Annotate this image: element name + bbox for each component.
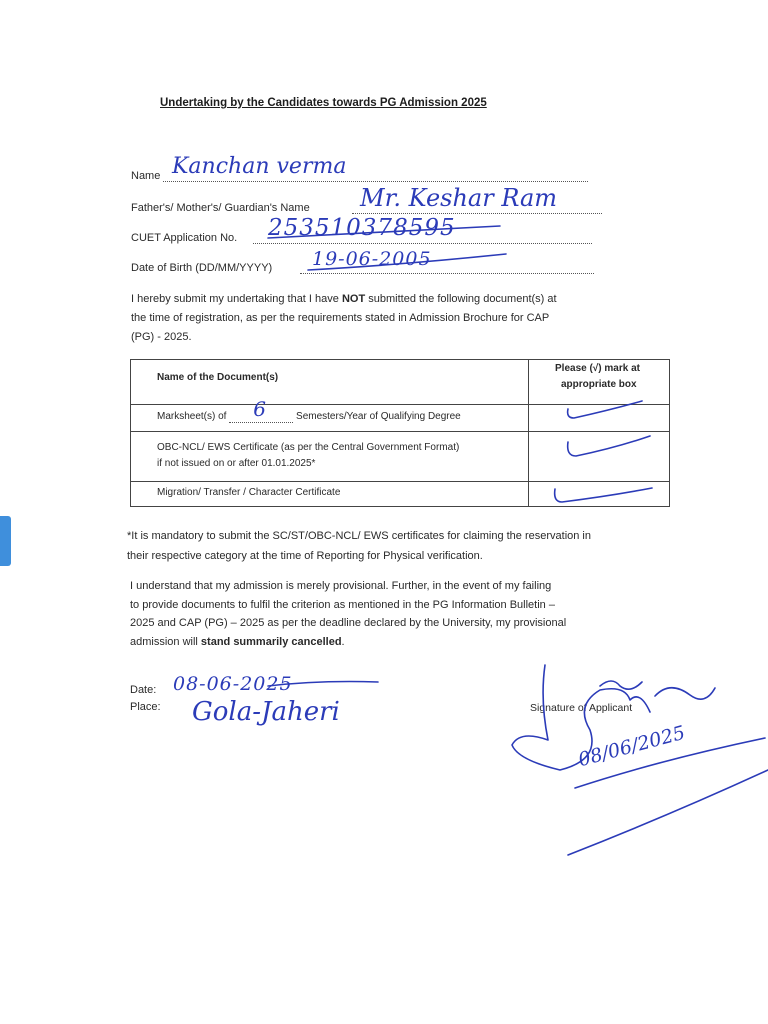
- guardian-dotted-line: [352, 213, 602, 214]
- note-line-2: their respective category at the time of Reporting for Physical verification.: [127, 550, 483, 562]
- understand-line-4: admission will stand summarily cancelled.: [130, 635, 345, 648]
- table-row-2-line-2: if not issued on or after 01.01.2025*: [157, 458, 316, 469]
- understand-line-3: 2025 and CAP (PG) – 2025 as per the deadline declared by the University, my provisional: [130, 617, 567, 629]
- semesters-count-value: 6: [253, 397, 266, 421]
- understand-line-1: I understand that my admission is merely provisional. Further, in the event of my failing: [130, 580, 552, 592]
- dob-dotted-line: [300, 273, 594, 274]
- intro-line-2: the time of registration, as per the requirements stated in Admission Brochure for CAP: [131, 312, 550, 324]
- mandatory-note: [127, 526, 591, 566]
- cuet-application-number: 253510378595: [268, 215, 456, 241]
- signature-underline-2: [568, 770, 768, 855]
- intro-line-1: I hereby submit my undertaking that I have NOT submitted the following document(s) at: [131, 293, 557, 305]
- signature-label: Signature of Applicant: [530, 702, 633, 714]
- table-row: [157, 397, 461, 423]
- signature-stroke-2: [600, 681, 642, 689]
- place-label: Place:: [130, 701, 161, 713]
- understand-line-2: to provide documents to fulfil the criterion as mentioned in the PG Information Bulletin –: [130, 598, 555, 611]
- row-1-suffix: Semesters/Year of Qualifying Degree: [296, 411, 461, 422]
- intro-line-3: (PG) - 2025.: [131, 331, 192, 343]
- side-tab-marker: [0, 516, 11, 566]
- table-row-divider: [131, 481, 669, 482]
- note-line-1: *It is mandatory to submit the SC/ST/OBC-NCL/ EWS certificates for claiming the reservation in: [127, 530, 591, 542]
- dob-label: Date of Birth (DD/MM/YYYY): [131, 262, 273, 274]
- table-row-2-line-1: OBC-NCL/ EWS Certificate (as per the Central Government Format): [157, 442, 460, 453]
- date-value: 08-06-2025: [173, 673, 293, 695]
- cuet-dotted-line: [253, 243, 592, 244]
- table-row-3: Migration/ Transfer / Character Certificate: [157, 487, 341, 498]
- cuet-label: CUET Application No.: [131, 232, 238, 244]
- documents-table: [130, 359, 670, 507]
- date-label: Date:: [130, 684, 157, 696]
- intro-paragraph: [131, 290, 557, 347]
- name-value: Kanchan verma: [172, 154, 347, 179]
- name-label: Name: [131, 170, 161, 182]
- header-document-name: Name of the Document(s): [157, 372, 279, 383]
- document-title: Undertaking by the Candidates towards PG Admission 2025: [160, 97, 487, 109]
- table-row-divider: [131, 404, 669, 405]
- table-row-divider: [131, 431, 669, 432]
- signature-stroke-3: [655, 688, 715, 699]
- guardian-name-value: Mr. Keshar Ram: [360, 184, 558, 212]
- place-value: Gola-Jaheri: [192, 697, 340, 727]
- guardian-name-label: Father's/ Mother's/ Guardian's Name: [131, 202, 310, 214]
- signature-date: 08/06/2025: [576, 721, 688, 772]
- date-of-birth-value: 19-06-2005: [312, 248, 432, 270]
- header-mark-line-2: appropriate box: [561, 379, 637, 390]
- table-column-divider: [528, 360, 529, 506]
- header-mark-line-1: Please (√) mark at: [555, 363, 640, 374]
- name-dotted-line: [163, 181, 588, 182]
- provisional-admission-paragraph: [130, 577, 566, 651]
- row-1-prefix: Marksheet(s) of: [157, 411, 227, 422]
